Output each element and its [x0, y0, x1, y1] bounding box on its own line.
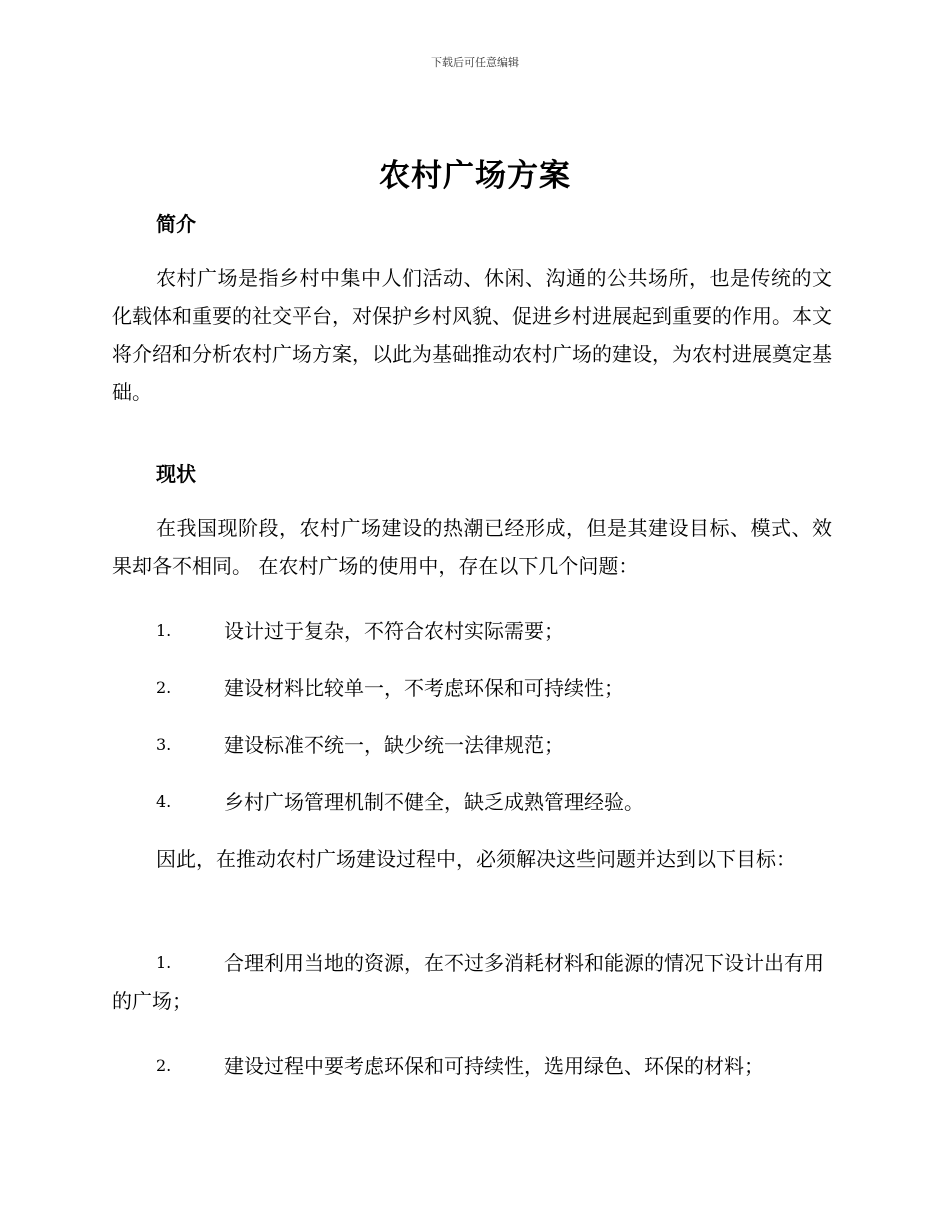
list-text: 建设过程中要考虑环保和可持续性，选用绿色、环保的材料； [224, 1054, 764, 1078]
list-number: 3. [156, 735, 172, 754]
goal-list-item [112, 944, 832, 1020]
problem-list-item [112, 783, 832, 821]
list-text: 建设材料比较单一，不考虑环保和可持续性； [224, 676, 624, 700]
document-title: 农村广场方案 [379, 158, 571, 194]
list-number: 2. [156, 678, 172, 697]
list-text: 设计过于复杂，不符合农村实际需要； [224, 619, 564, 643]
list-text: 建设标准不统一，缺少统一法律规范； [224, 733, 564, 757]
list-text: 合理利用当地的资源，在不过多消耗材料和能源的情况下设计出有用的广场； [112, 951, 824, 1013]
section-heading-intro: 简介 [156, 212, 196, 236]
intro-paragraph: 农村广场是指乡村中集中人们活动、休闲、沟通的公共场所，也是传统的文化载体和重要的社交平台，对保护乡村风貌、促进乡村进展起到重要的作用。本文将介绍和分析农村广场方案，以此为基础推动农村广场的建设，为农村进展奠定基础。 [112, 266, 832, 404]
list-number: 2. [156, 1056, 172, 1075]
problem-list-item [112, 669, 832, 707]
goals-intro-paragraph: 因此，在推动农村广场建设过程中，必须解决这些问题并达到以下目标： [156, 847, 796, 871]
list-number: 1. [156, 953, 172, 972]
section-heading-status: 现状 [156, 462, 196, 486]
problem-list-item [112, 612, 832, 650]
list-number: 1. [156, 621, 172, 640]
problem-list-item [112, 726, 832, 764]
list-number: 4. [156, 792, 172, 811]
status-paragraph: 在我国现阶段，农村广场建设的热潮已经形成，但是其建设目标、模式、效果却各不相同。 在农村广场的使用中，存在以下几个问题： [112, 516, 832, 578]
goal-list-item [112, 1047, 832, 1085]
list-text: 乡村广场管理机制不健全，缺乏成熟管理经验。 [224, 790, 644, 814]
header-note: 下载后可任意编辑 [431, 56, 519, 69]
